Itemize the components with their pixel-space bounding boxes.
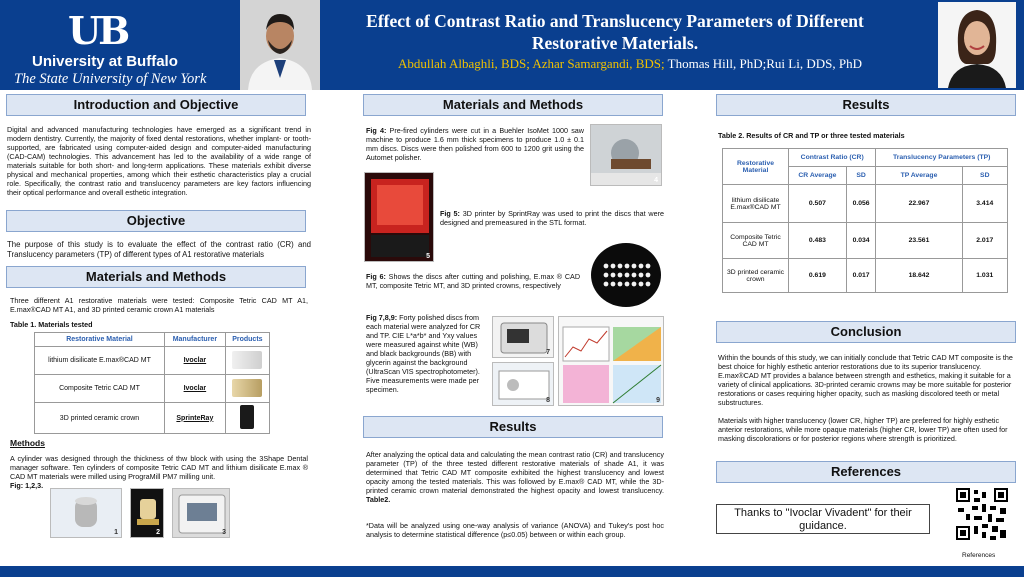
figure-number: 6 xyxy=(655,300,659,307)
poster-header xyxy=(0,0,1024,90)
ub-logo xyxy=(14,6,234,86)
fig789-label: Fig 7,8,9: xyxy=(366,313,398,322)
fig6-text: Shows the discs after cutting and polishing, E.max ® CAD MT, composite Tetric MT, and 3D printed crowns, respectively xyxy=(366,272,581,290)
cr-average-cell: 0.507 xyxy=(789,185,847,223)
table-header-cell: SD xyxy=(962,167,1007,185)
university-name: University at Buffalo xyxy=(32,53,178,70)
cylinder-model-icon xyxy=(51,489,122,538)
tp-average-cell: 23.561 xyxy=(876,223,962,259)
figure-8-measurement-setup xyxy=(492,362,554,406)
table-row xyxy=(35,375,270,403)
table-row xyxy=(35,403,270,434)
figure-5-3d-printer xyxy=(364,172,434,262)
methods-heading: Methods xyxy=(10,438,45,448)
fig5-text: 3D printer by SprintRay was used to print the discs that were designed and premeasured in the STL format. xyxy=(440,209,665,227)
table-row xyxy=(35,347,270,375)
tp-sd-cell: 2.017 xyxy=(962,223,1007,259)
fig789-text: Forty polished discs from each material were analyzed for CR and TP. CIE L*a*b* and Yxy values were measured against white (WB) and black backgrounds (BB) with glycerin against the background (UltraScan VIS spectrophotometer). Five measurements were made per specimen. xyxy=(366,313,481,394)
fig6-label: Fig 6: xyxy=(366,272,386,281)
cr-sd-cell: 0.017 xyxy=(846,259,876,293)
results-body: After analyzing the optical data and calculating the mean contrast ratio (CR) and translucency parameter (TP) of the three tested different restorative materials of shade A1, it was determined that Tetric CAD MT composite exhibited the highest translucency and lowest opacity among the tested materials. This was followed by E.max® CAD MT, while the 3D-printed ceramic crown material demonstrated the highest opacity and lowest translucency. xyxy=(366,450,664,495)
material-cell: Composite Tetric CAD MT xyxy=(35,375,165,403)
figure-3-milling-unit xyxy=(172,488,230,538)
statistics-note: *Data will be analyzed using one-way analysis of variance (ANOVA) and Tukey's post hoc analysis to determine statistical difference (p≤0.05) between or within each group. xyxy=(366,521,664,539)
poster-title-line2: Restorative Materials. xyxy=(531,33,699,53)
material-cell: Composite Tetric CAD MT xyxy=(723,223,789,259)
table-row xyxy=(723,223,1008,259)
objective-text: The purpose of this study is to evaluate the effect of the contrast ratio (CR) and Translucency parameters (TP) of different types of A1 restorative materials xyxy=(7,240,311,259)
section-heading-results-right: Results xyxy=(716,94,1016,116)
tp-average-cell: 22.967 xyxy=(876,185,962,223)
fig4-label: Fig 4: xyxy=(366,126,387,135)
materials-intro-text: Three different A1 restorative materials were tested: Composite Tetric CAD MT A1, E.max®CAD MT A1, and 3D printed ceramic crown A1 materials xyxy=(10,296,308,314)
cr-sd-cell: 0.034 xyxy=(846,223,876,259)
qr-code-icon[interactable] xyxy=(956,488,1008,540)
table-header-cell: Restorative Material xyxy=(35,333,165,347)
ub-logo-mark: UB xyxy=(68,8,128,53)
figure-number: 8 xyxy=(546,397,550,404)
material-cell: 3D printed ceramic crown xyxy=(35,403,165,434)
materials-table xyxy=(34,332,270,434)
table-header-row xyxy=(35,333,270,347)
table1-caption: Table 1. Materials tested xyxy=(10,320,93,329)
figure-7-spectrophotometer xyxy=(492,316,554,358)
section-heading-conclusion: Conclusion xyxy=(716,321,1016,343)
table-header-cell: CR Average xyxy=(789,167,847,185)
poster-title-line1: Effect of Contrast Ratio and Translucency Parameters of Different xyxy=(366,11,864,31)
conclusion-paragraph-2: Materials with higher translucency (lower CR, higher TP) are preferred for highly esthetic anterior restorations, while more opaque materials (higher CR, lower TP) are often used for masking discolorations or for posterior regions where strength is prioritized. xyxy=(718,416,1008,443)
tp-sd-cell: 1.031 xyxy=(962,259,1007,293)
section-heading-results-center: Results xyxy=(363,416,663,438)
figure-9-spectral-software xyxy=(558,316,664,406)
material-cell: 3D printed ceramic crown xyxy=(723,259,789,293)
table-header-row xyxy=(723,149,1008,167)
authors-secondary: Thomas Hill, PhD;Rui Li, DDS, PhD xyxy=(664,56,862,71)
table2-caption: Table 2. Results of CR and TP or three tested materials xyxy=(718,131,905,140)
product-image-cell xyxy=(225,375,269,403)
fig4-caption xyxy=(366,126,584,162)
figure-number: 1 xyxy=(114,529,118,536)
results-text xyxy=(366,450,664,504)
table-header-cell: Products xyxy=(225,333,269,347)
product-image-cell xyxy=(225,347,269,375)
table-group-header: Contrast Ratio (CR) xyxy=(789,149,876,167)
author-photo-left xyxy=(240,0,320,90)
material-cell: lithium disilicate E.max®CAD MT xyxy=(723,185,789,223)
methods-figure-ref: Fig: 1,2,3. xyxy=(10,481,44,490)
fig5-label: Fig 5: xyxy=(440,209,460,218)
section-heading-materials-left: Materials and Methods xyxy=(6,266,306,288)
saw-machine-icon xyxy=(591,125,662,186)
table-group-header: Translucency Parameters (TP) xyxy=(876,149,1008,167)
acknowledgement-box: Thanks to "Ivoclar Vivadent" for their guidance. xyxy=(716,504,930,534)
author-photo-right xyxy=(936,0,1018,90)
section-heading-references: References xyxy=(716,461,1016,483)
cr-average-cell: 0.483 xyxy=(789,223,847,259)
cr-average-cell: 0.619 xyxy=(789,259,847,293)
tp-average-cell: 18.642 xyxy=(876,259,962,293)
fig4-text: Pre-fired cylinders were cut in a Buehler IsoMet 1000 saw machine to produce 1.6 mm thick specimens to produce 1.0 ± 0.1 mm discs. Discs were then polished from 600 to 1200 grit using the Automet polisher. xyxy=(366,126,584,162)
table-header-cell: Manufacturer xyxy=(164,333,225,347)
fig5-caption xyxy=(440,209,664,227)
figure-1-cad-design xyxy=(50,488,122,538)
results-table-ref: Table2. xyxy=(366,495,391,504)
3d-printer-icon xyxy=(365,173,434,262)
product-block-icon xyxy=(232,351,262,369)
methods-text: A cylinder was designed through the thickness of thw block with using the 3Shape Dental manager software. Ten cylinders of composite Tetric CAD MT and lithium disilicate E.max ® CAD MT materials were milled using PrograMill PM7 milling unit. xyxy=(10,454,308,481)
figure-number: 7 xyxy=(546,349,550,356)
person-portrait-icon xyxy=(240,0,320,90)
figure-4-isomet-saw xyxy=(590,124,662,186)
sample-holder-icon xyxy=(493,363,554,406)
table-header-cell: Restorative Material xyxy=(723,149,789,185)
cr-sd-cell: 0.056 xyxy=(846,185,876,223)
manufacturer-cell: Ivoclar xyxy=(164,347,225,375)
results-table xyxy=(722,148,1008,293)
figure-number: 3 xyxy=(222,529,226,536)
poster-title xyxy=(330,10,900,54)
product-image-cell xyxy=(225,403,269,434)
figure-number: 4 xyxy=(654,177,658,184)
figure-number: 2 xyxy=(156,529,160,536)
fig789-caption xyxy=(366,313,484,394)
spectral-graph-icon xyxy=(559,317,664,406)
product-block-icon xyxy=(232,379,262,397)
table-header-cell: TP Average xyxy=(876,167,962,185)
spectrophotometer-icon xyxy=(493,317,554,358)
author-list xyxy=(330,56,930,72)
person-portrait-icon xyxy=(938,2,1016,88)
section-heading-objective: Objective xyxy=(6,210,306,232)
qr-code-label: References xyxy=(962,552,996,559)
manufacturer-cell: SprinteRay xyxy=(164,403,225,434)
table-row xyxy=(723,185,1008,223)
figure-number: 5 xyxy=(426,253,430,260)
section-heading-introduction: Introduction and Objective xyxy=(6,94,306,116)
resin-bottle-icon xyxy=(240,405,254,429)
tp-sd-cell: 3.414 xyxy=(962,185,1007,223)
introduction-text: Digital and advanced manufacturing technologies have emerged as a significant trend in modern dentistry. Currently, the majority of fixed dental restorations, whether implant- or tooth-supported, are fabricated using computer-aided design and computer-aided manufacturing (CAD-CAM) technologies. This advancement has led to the availability of a wide range of materials suitable for both short- and long-term applications. These materials exhibit diverse physical and mechanical properties, among which their esthetic characteristics play a crucial role. Specifically, the contrast ratio and translucency parameters are key factors influencing their optical performance and overall esthetic integration. xyxy=(7,125,311,197)
fig6-caption xyxy=(366,272,580,290)
figure-number: 9 xyxy=(656,397,660,404)
university-subtitle: The State University of New York xyxy=(14,71,207,87)
manufacturer-cell: Ivoclar xyxy=(164,375,225,403)
disc-array-icon xyxy=(590,242,662,308)
figure-6-polished-discs xyxy=(590,242,662,308)
material-cell: lithium disilicate E.max®CAD MT xyxy=(35,347,165,375)
table-row xyxy=(723,259,1008,293)
figure-2-milled-cylinder xyxy=(130,488,164,538)
authors-primary: Abdullah Albaghli, BDS; Azhar Samargandi, BDS; xyxy=(398,56,665,71)
footer-bar xyxy=(0,566,1024,577)
conclusion-paragraph-1: Within the bounds of this study, we can initially conclude that Tetric CAD MT composite is the best choice for highly esthetic anterior restorations due to its superior translucency. E.max®CAD MT provides a balance between strength and esthetics, making it suitable for a variety of clinical applications. 3D-printed ceramic crowns may be more suitable for posterior restorations or cases requiring higher opacity, such as masking discolored teeth or metal substructures. xyxy=(718,353,1013,407)
section-heading-materials-center: Materials and Methods xyxy=(363,94,663,116)
table-header-cell: SD xyxy=(846,167,876,185)
